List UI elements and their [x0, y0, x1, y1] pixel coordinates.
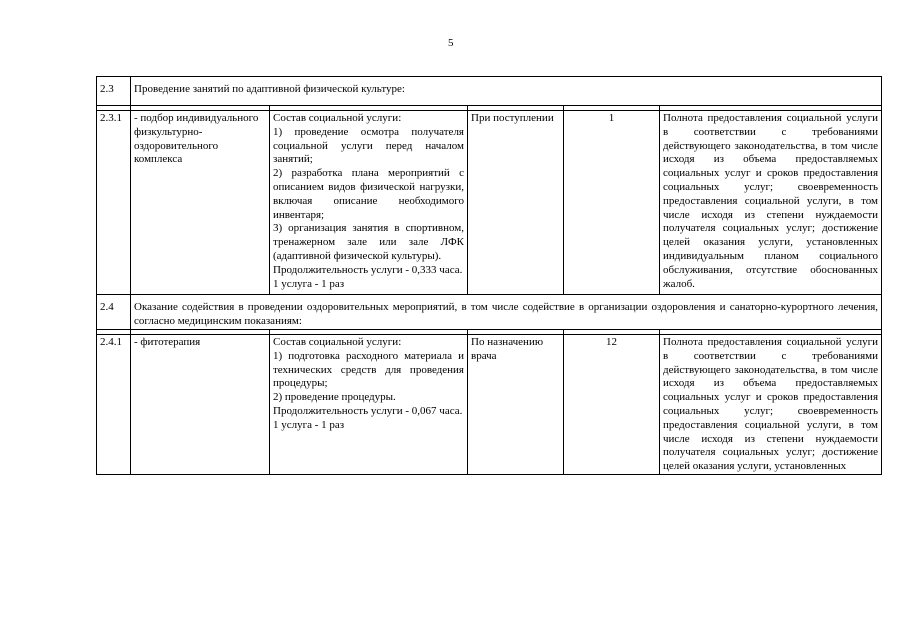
item-content: [270, 111, 468, 295]
table-row: [97, 334, 882, 474]
content-line: 1 услуга - 1 раз: [273, 418, 345, 431]
section-row: [97, 77, 882, 106]
item-count: 12: [564, 334, 660, 474]
item-count: 1: [564, 111, 660, 295]
content-line: Продолжительность услуги - 0,067 часа.: [273, 404, 463, 417]
table-row: [97, 111, 882, 295]
item-content: [270, 334, 468, 474]
content-line: Состав социальной услуги:: [273, 112, 402, 124]
section-code: 2.3: [97, 77, 131, 106]
content-line: Состав социальной услуги:: [273, 335, 402, 348]
content-line: 1) подготовка расходного материала и технических средств для проведения процедуры;: [273, 349, 464, 390]
item-code: 2.4.1: [97, 334, 131, 474]
section-title: Проведение занятий по адаптивной физической культуре:: [131, 77, 882, 106]
item-name: - фитотерапия: [131, 334, 270, 474]
services-table: [96, 76, 882, 475]
item-condition: По назначению врача: [468, 334, 564, 474]
item-code: 2.3.1: [97, 111, 131, 295]
item-criteria: Полнота предоставления социальной услуги в соответствии с требованиями действующего законодательства, в том числе исходя из объема предоставляемых социальных услуг и сроков предоставления социальных услуг; своевременность предоставления социальной услуги, в том числе исходя из степени нуждаемости получателя социальных услуг; достижение целей оказания услуги, установленных: [660, 334, 882, 474]
item-criteria: Полнота предоставления социальной услуги в соответствии с требованиями действующего законодательства, в том числе исходя из объема предоставляемых социальных услуг и сроков предоставления социальных услуг; своевременность предоставления социальной услуги, в том числе исходя из степени нуждаемости получателя социальных услуг; достижение целей оказания услуги, установленных индивидуальным планом социального обслуживания, отсутствие обоснованных жалоб.: [660, 111, 882, 295]
page-number: 5: [448, 37, 454, 49]
section-title: Оказание содействия в проведении оздоровительных мероприятий, в том числе содействие в организации оздоровления и санаторно-курортного лечения, согласно медицинским показаниям:: [131, 295, 882, 330]
content-line: 2) проведение процедуры.: [273, 391, 396, 404]
section-row: [97, 295, 882, 330]
content-line: Продолжительность услуги - 0,333 часа.: [273, 263, 463, 276]
content-line: 2) разработка плана мероприятий с описанием видов физической нагрузки, включая описание необходимого инвентаря;: [273, 167, 464, 221]
item-condition: При поступлении: [468, 111, 564, 295]
content-line: 1 услуга - 1 раз: [273, 277, 345, 290]
item-name: - подбор индивидуального физкультурно-оздоровительного комплекса: [131, 111, 270, 295]
content-line: 1) проведение осмотра получателя социальной услуги перед началом занятий;: [273, 125, 464, 166]
section-code: 2.4: [97, 295, 131, 330]
content-line: 3) организация занятия в спортивном, тренажерном зале или зале ЛФК (адаптивной физической культуры).: [273, 222, 464, 262]
